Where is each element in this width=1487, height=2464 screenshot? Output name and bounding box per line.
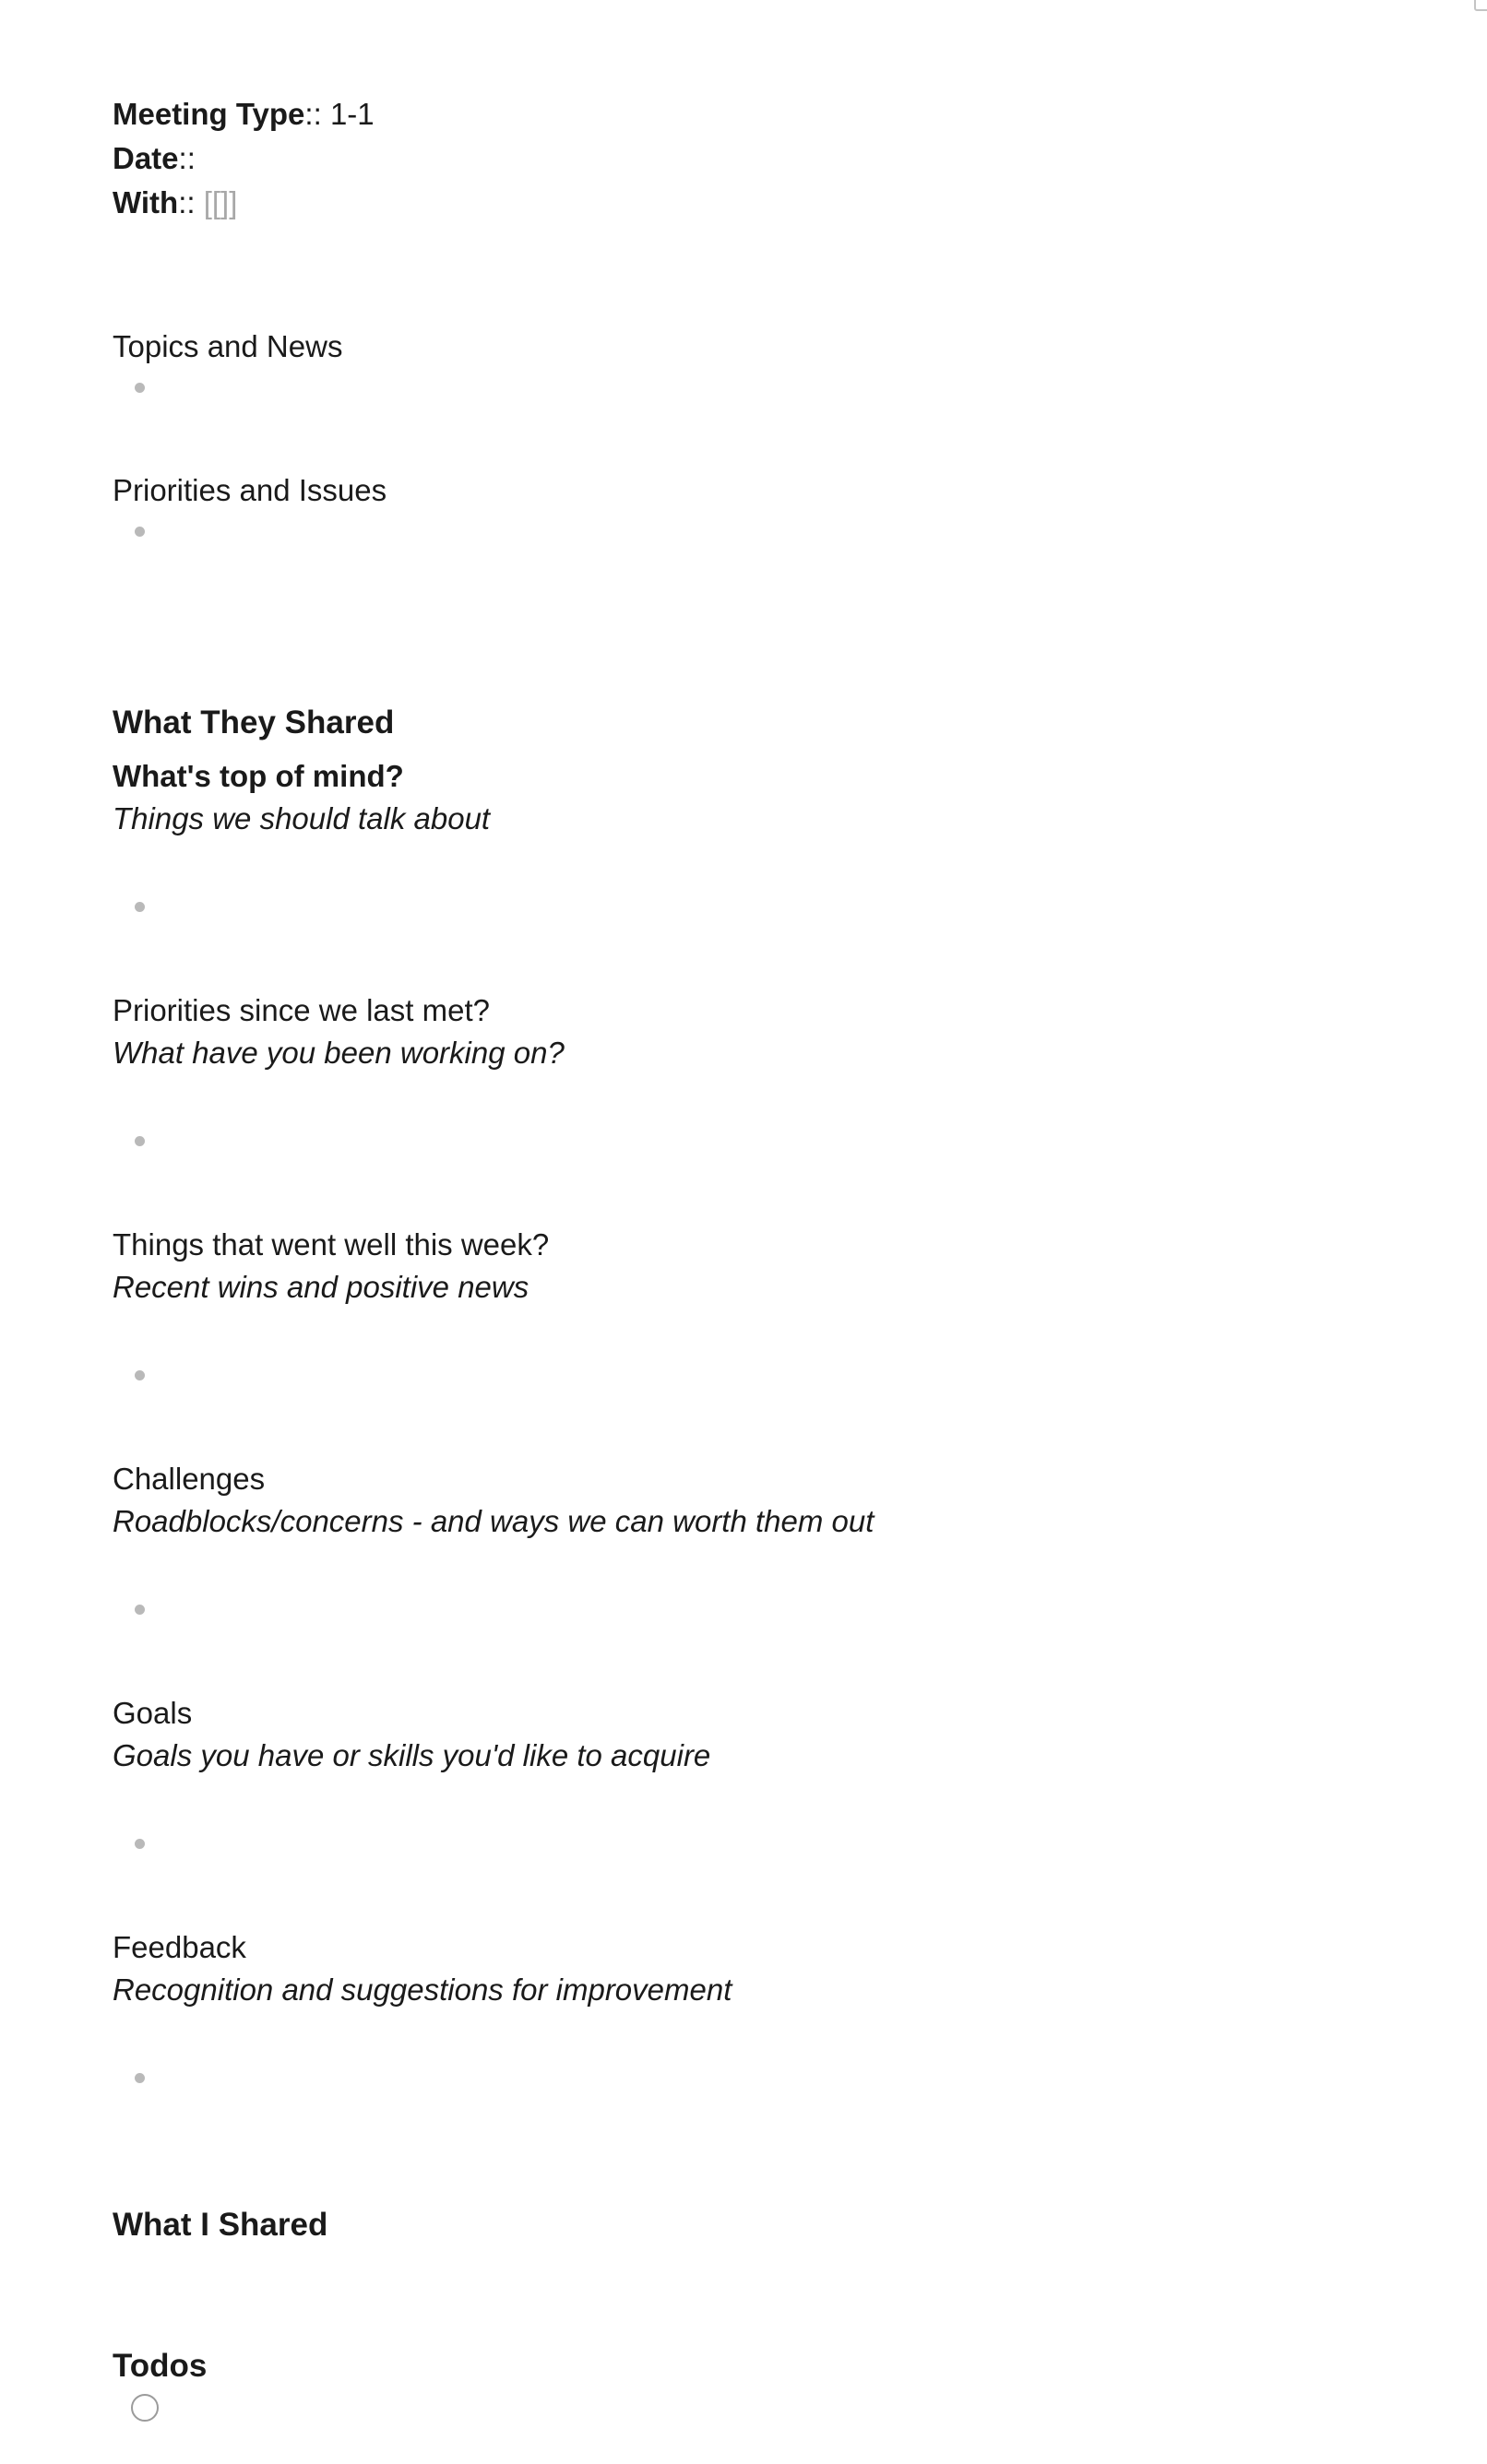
property-date[interactable] [113, 140, 196, 177]
section-priorities-and-issues: Priorities and Issues [113, 473, 387, 507]
bullet-dot-icon[interactable] [135, 1370, 145, 1380]
section-todos: Todos [113, 2348, 208, 2384]
question-title: What's top of mind? [113, 759, 404, 793]
bullet-dot-icon[interactable] [135, 902, 145, 912]
question-hint: Recent wins and positive news [113, 1270, 529, 1304]
property-key: Date [113, 141, 179, 175]
section-what-i-shared: What I Shared [113, 2207, 328, 2243]
question-title: Challenges [113, 1462, 266, 1496]
page-corner-icon[interactable] [1474, 0, 1487, 11]
question-title: Priorities since we last met? [113, 993, 490, 1027]
section-topics-and-news: Topics and News [113, 329, 343, 363]
property-separator: :: [178, 185, 204, 219]
bullet-dot-icon[interactable] [135, 1605, 145, 1615]
bullet-dot-icon[interactable] [135, 1136, 145, 1146]
question-hint: Things we should talk about [113, 801, 491, 835]
question-hint: Roadblocks/concerns - and ways we can worth them out [113, 1504, 874, 1538]
property-key: With [113, 185, 179, 219]
property-with[interactable] [113, 184, 237, 221]
bullet-dot-icon[interactable] [135, 383, 145, 393]
property-value: 1-1 [329, 97, 375, 131]
checkbox-circle-icon[interactable] [131, 2394, 159, 2422]
question-title: Goals [113, 1696, 193, 1730]
question-hint: Recognition and suggestions for improvement [113, 1972, 732, 2007]
property-separator: :: [178, 141, 196, 175]
page-link-placeholder[interactable]: [[]] [203, 185, 238, 219]
property-key: Meeting Type [113, 97, 305, 131]
property-meeting-type[interactable] [113, 96, 375, 133]
question-hint: Goals you have or skills you'd like to acquire [113, 1738, 711, 1772]
question-title: Things that went well this week? [113, 1227, 550, 1262]
question-hint: What have you been working on? [113, 1036, 565, 1070]
section-what-they-shared: What They Shared [113, 705, 395, 740]
property-separator: :: [304, 97, 330, 131]
bullet-dot-icon[interactable] [135, 527, 145, 537]
bullet-dot-icon[interactable] [135, 2073, 145, 2083]
bullet-dot-icon[interactable] [135, 1839, 145, 1849]
question-title: Feedback [113, 1930, 246, 1964]
